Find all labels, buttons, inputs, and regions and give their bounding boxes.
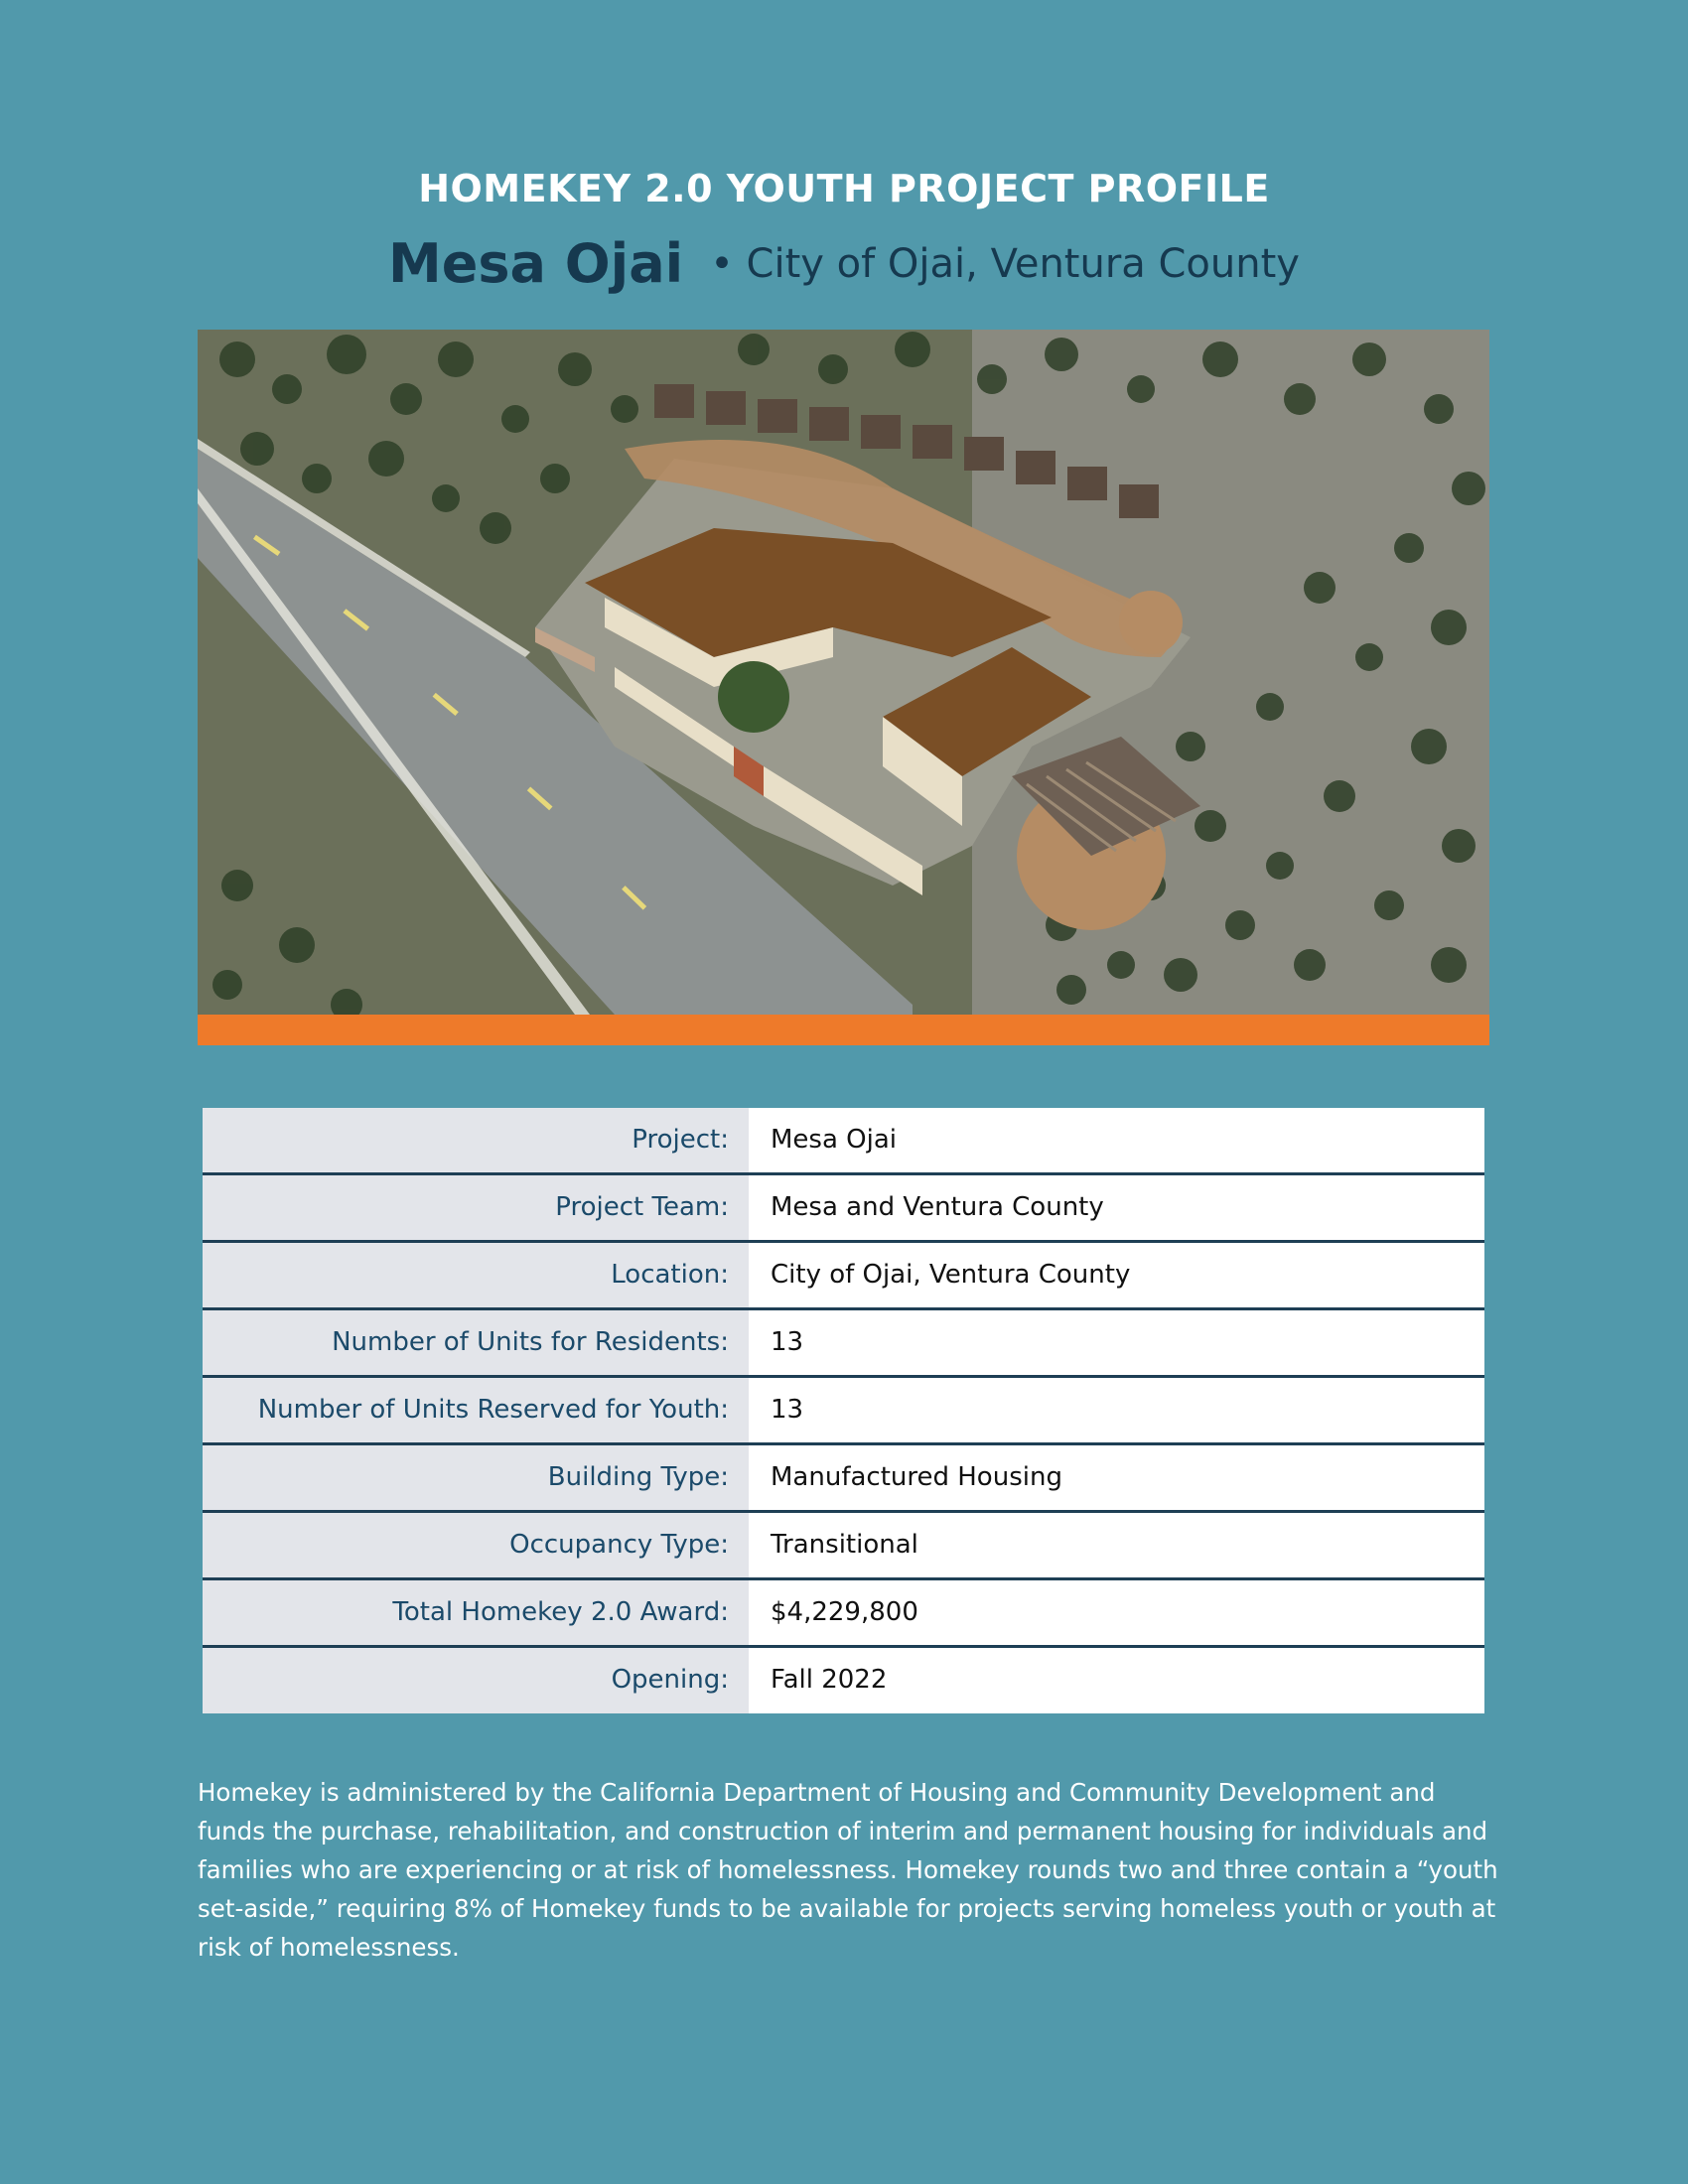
row-value: $4,229,800 bbox=[749, 1580, 1484, 1645]
table-row bbox=[203, 1310, 1484, 1378]
row-label: Opening: bbox=[203, 1648, 749, 1713]
row-label: Occupancy Type: bbox=[203, 1513, 749, 1577]
row-label: Number of Units for Residents: bbox=[203, 1310, 749, 1375]
accent-divider bbox=[198, 1015, 1489, 1045]
program-description: Homekey is administered by the California Department of Housing and Community Development and funds the purchase, rehabilitation, and construction of interim and permanent housing for individuals and families who are experiencing or at risk of homelessness. Homekey rounds two and three contain a “youth set-aside,” requiring 8% of Homekey funds to be available for projects serving homeless youth or youth at risk of homelessness. bbox=[198, 1778, 1498, 1962]
row-value: Mesa and Ventura County bbox=[749, 1175, 1484, 1240]
row-label: Building Type: bbox=[203, 1445, 749, 1510]
page-title bbox=[0, 232, 1688, 295]
table-row bbox=[203, 1445, 1484, 1513]
table-row bbox=[203, 1175, 1484, 1243]
row-value: Fall 2022 bbox=[749, 1648, 1484, 1713]
row-value: 13 bbox=[749, 1378, 1484, 1442]
row-value: Transitional bbox=[749, 1513, 1484, 1577]
table-row bbox=[203, 1378, 1484, 1445]
row-value: 13 bbox=[749, 1310, 1484, 1375]
aerial-site-rendering bbox=[198, 330, 1489, 1015]
project-name-heading: Mesa Ojai bbox=[388, 232, 684, 295]
table-row bbox=[203, 1648, 1484, 1713]
row-label: Total Homekey 2.0 Award: bbox=[203, 1580, 749, 1645]
profile-kicker: HOMEKEY 2.0 YOUTH PROJECT PROFILE bbox=[418, 167, 1270, 210]
row-label: Project: bbox=[203, 1108, 749, 1172]
table-row bbox=[203, 1243, 1484, 1310]
row-value: Manufactured Housing bbox=[749, 1445, 1484, 1510]
row-value: City of Ojai, Ventura County bbox=[749, 1243, 1484, 1307]
table-row bbox=[203, 1108, 1484, 1175]
row-label: Location: bbox=[203, 1243, 749, 1307]
project-details-table bbox=[203, 1108, 1484, 1713]
table-row bbox=[203, 1580, 1484, 1648]
row-label: Number of Units Reserved for Youth: bbox=[203, 1378, 749, 1442]
row-value: Mesa Ojai bbox=[749, 1108, 1484, 1172]
table-row bbox=[203, 1513, 1484, 1580]
project-location-subtitle: • City of Ojai, Ventura County bbox=[710, 240, 1300, 287]
row-label: Project Team: bbox=[203, 1175, 749, 1240]
